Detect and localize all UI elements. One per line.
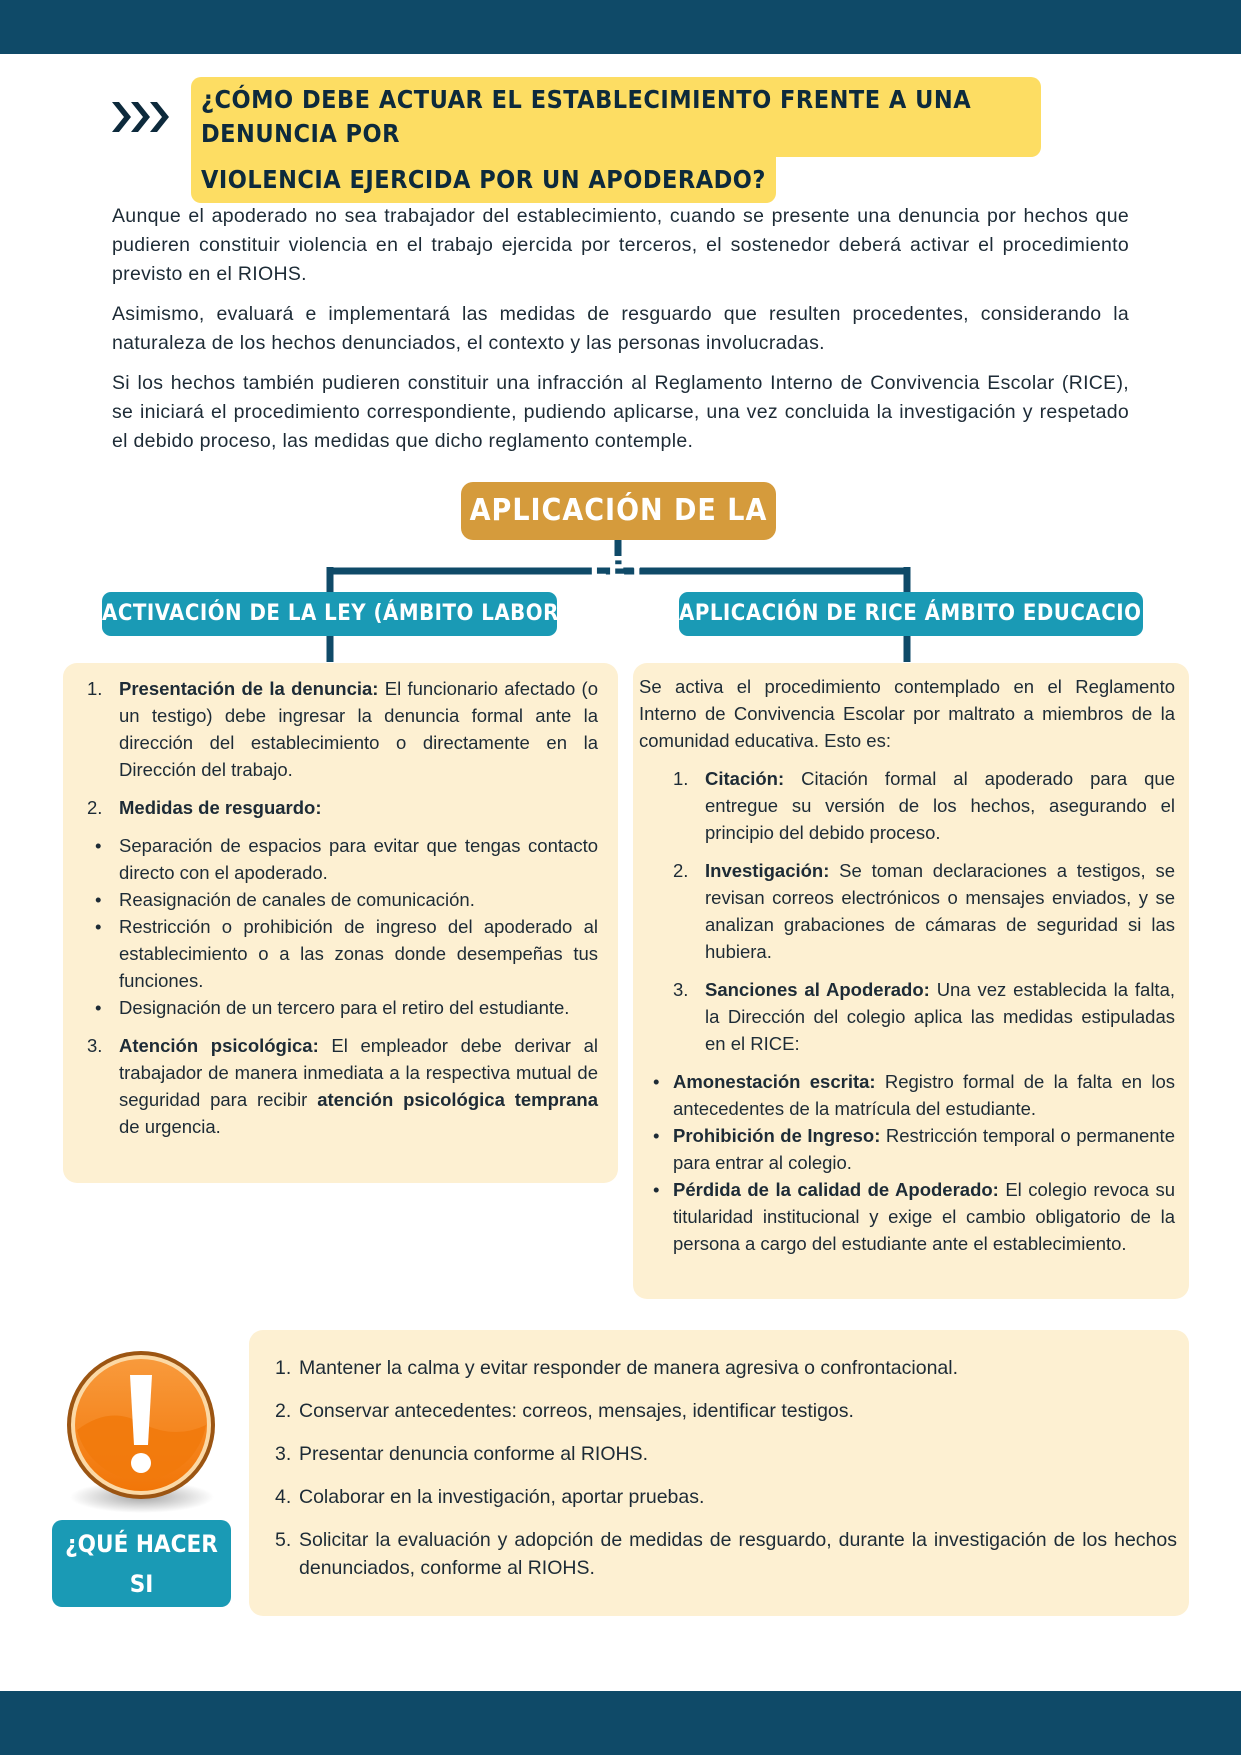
right-panel-intro: Se activa el procedimiento contemplado en el Reglamento Interno de Convivencia Escolar por maltrato a miembros de la comunidad educativa. Esto es: (639, 676, 1175, 751)
list-item: 5. Solicitar la evaluación y adopción de medidas de resguardo, durante la investigación de los hechos denunciados, conforme al RIOHS. (275, 1529, 1177, 1579)
title-line-2: VIOLENCIA EJERCIDA POR UN APODERADO? (191, 157, 776, 203)
bullet-item: • Restricción o prohibición de ingreso del apoderado al establecimiento o a las zonas donde desempeñas tus funciones. (95, 916, 598, 991)
list-item: 3. Atención psicológica: El empleador debe derivar al trabajador de manera inmediata a la respectiva mutual de seguridad para recibir atención psicológica temprana de urgencia. (87, 1035, 599, 1137)
bullet-item: • Pérdida de la calidad de Apoderado: El colegio revoca su titularidad institucional y exige el cambio obligatorio de la persona a cargo del estudiante ante el establecimiento. (653, 1179, 1175, 1254)
right-branch-title: APLICACIÓN DE RICE ÁMBITO EDUCACIONAL (679, 592, 1143, 636)
left-panel (63, 663, 618, 1183)
bullet-item: • Prohibición de Ingreso: Restricción temporal o permanente para entrar al colegio. (653, 1125, 1175, 1173)
list-item: 4. Colaborar en la investigación, aportar pruebas. (275, 1486, 705, 1508)
left-branch-title: ACTIVACIÓN DE LA LEY (ÁMBITO LABORAL) (102, 592, 557, 636)
list-item: 1. Presentación de la denuncia: El funcionario afectado (o un testigo) debe ingresar la denuncia formal ante la dirección del establecimiento o directamente en la Dirección del trabajo. (87, 678, 598, 780)
bullet-item: • Reasignación de canales de comunicación. (95, 889, 475, 910)
victim-steps-panel (249, 1330, 1189, 1616)
list-item: 1. Citación: Citación formal al apoderado para que entregue su versión de los hechos, asegurando el principio del debido proceso. (673, 768, 1175, 843)
intro-text (112, 202, 1129, 467)
intro-paragraph-1: Aunque el apoderado no sea trabajador del establecimiento, cuando se presente una denuncia por hechos que pudieren constituir violencia en el trabajo ejercida por terceros, el sostenedor deberá activar el procedimiento previsto en el RIOHS. (112, 205, 1129, 285)
exclamation-icon (60, 1345, 220, 1520)
victim-label: ¿QUÉ HACER SI ERES VÍCTIMA? (52, 1520, 231, 1607)
chevrons-icon (110, 98, 174, 136)
list-item: 2. Investigación: Se toman declaraciones a testigos, se revisan correos electrónicos o mensajes enviados, y se analizan grabaciones de cámaras de seguridad si las hubiera. (673, 860, 1175, 962)
bullet-item: • Amonestación escrita: Registro formal de la falta en los antecedentes de la matrícula del estudiante. (653, 1071, 1175, 1119)
bottom-bar (0, 1691, 1241, 1755)
list-item: 3. Sanciones al Apoderado: Una vez establecida la falta, la Dirección del colegio aplica las medidas estipuladas en el RICE: (673, 979, 1176, 1054)
bullet-item: • Separación de espacios para evitar que tengas contacto directo con el apoderado. (95, 835, 598, 883)
center-badge: APLICACIÓN DE LA LEY (461, 482, 776, 540)
bullet-item: • Designación de un tercero para el retiro del estudiante. (95, 997, 570, 1018)
top-bar (0, 0, 1241, 54)
bullet-list (639, 1068, 1175, 1257)
title-line-1: ¿CÓMO DEBE ACTUAR EL ESTABLECIMIENTO FRENTE A UNA DENUNCIA POR (191, 77, 1041, 157)
page-title (191, 77, 1041, 203)
list-item: 3. Presentar denuncia conforme al RIOHS. (275, 1443, 649, 1465)
intro-paragraph-3: Si los hechos también pudieren constituir una infracción al Reglamento Interno de Convivencia Escolar (RICE), se iniciará el procedimiento correspondiente, pudiendo aplicarse, una vez concluida la investigación y respetado el debido proceso, las medidas que dicho reglamento contemple. (112, 372, 1129, 452)
intro-paragraph-2: Asimismo, evaluará e implementará las medidas de resguardo que resulten procedentes, considerando la naturaleza de los hechos denunciados, el contexto y las personas involucradas. (112, 303, 1129, 354)
right-panel (633, 663, 1189, 1299)
bullet-list (87, 832, 598, 1021)
list-item: 1. Mantener la calma y evitar responder de manera agresiva o confrontacional. (275, 1357, 959, 1379)
list-item: 2. Medidas de resguardo: (87, 797, 322, 818)
list-item: 2. Conservar antecedentes: correos, mensajes, identificar testigos. (275, 1400, 854, 1422)
